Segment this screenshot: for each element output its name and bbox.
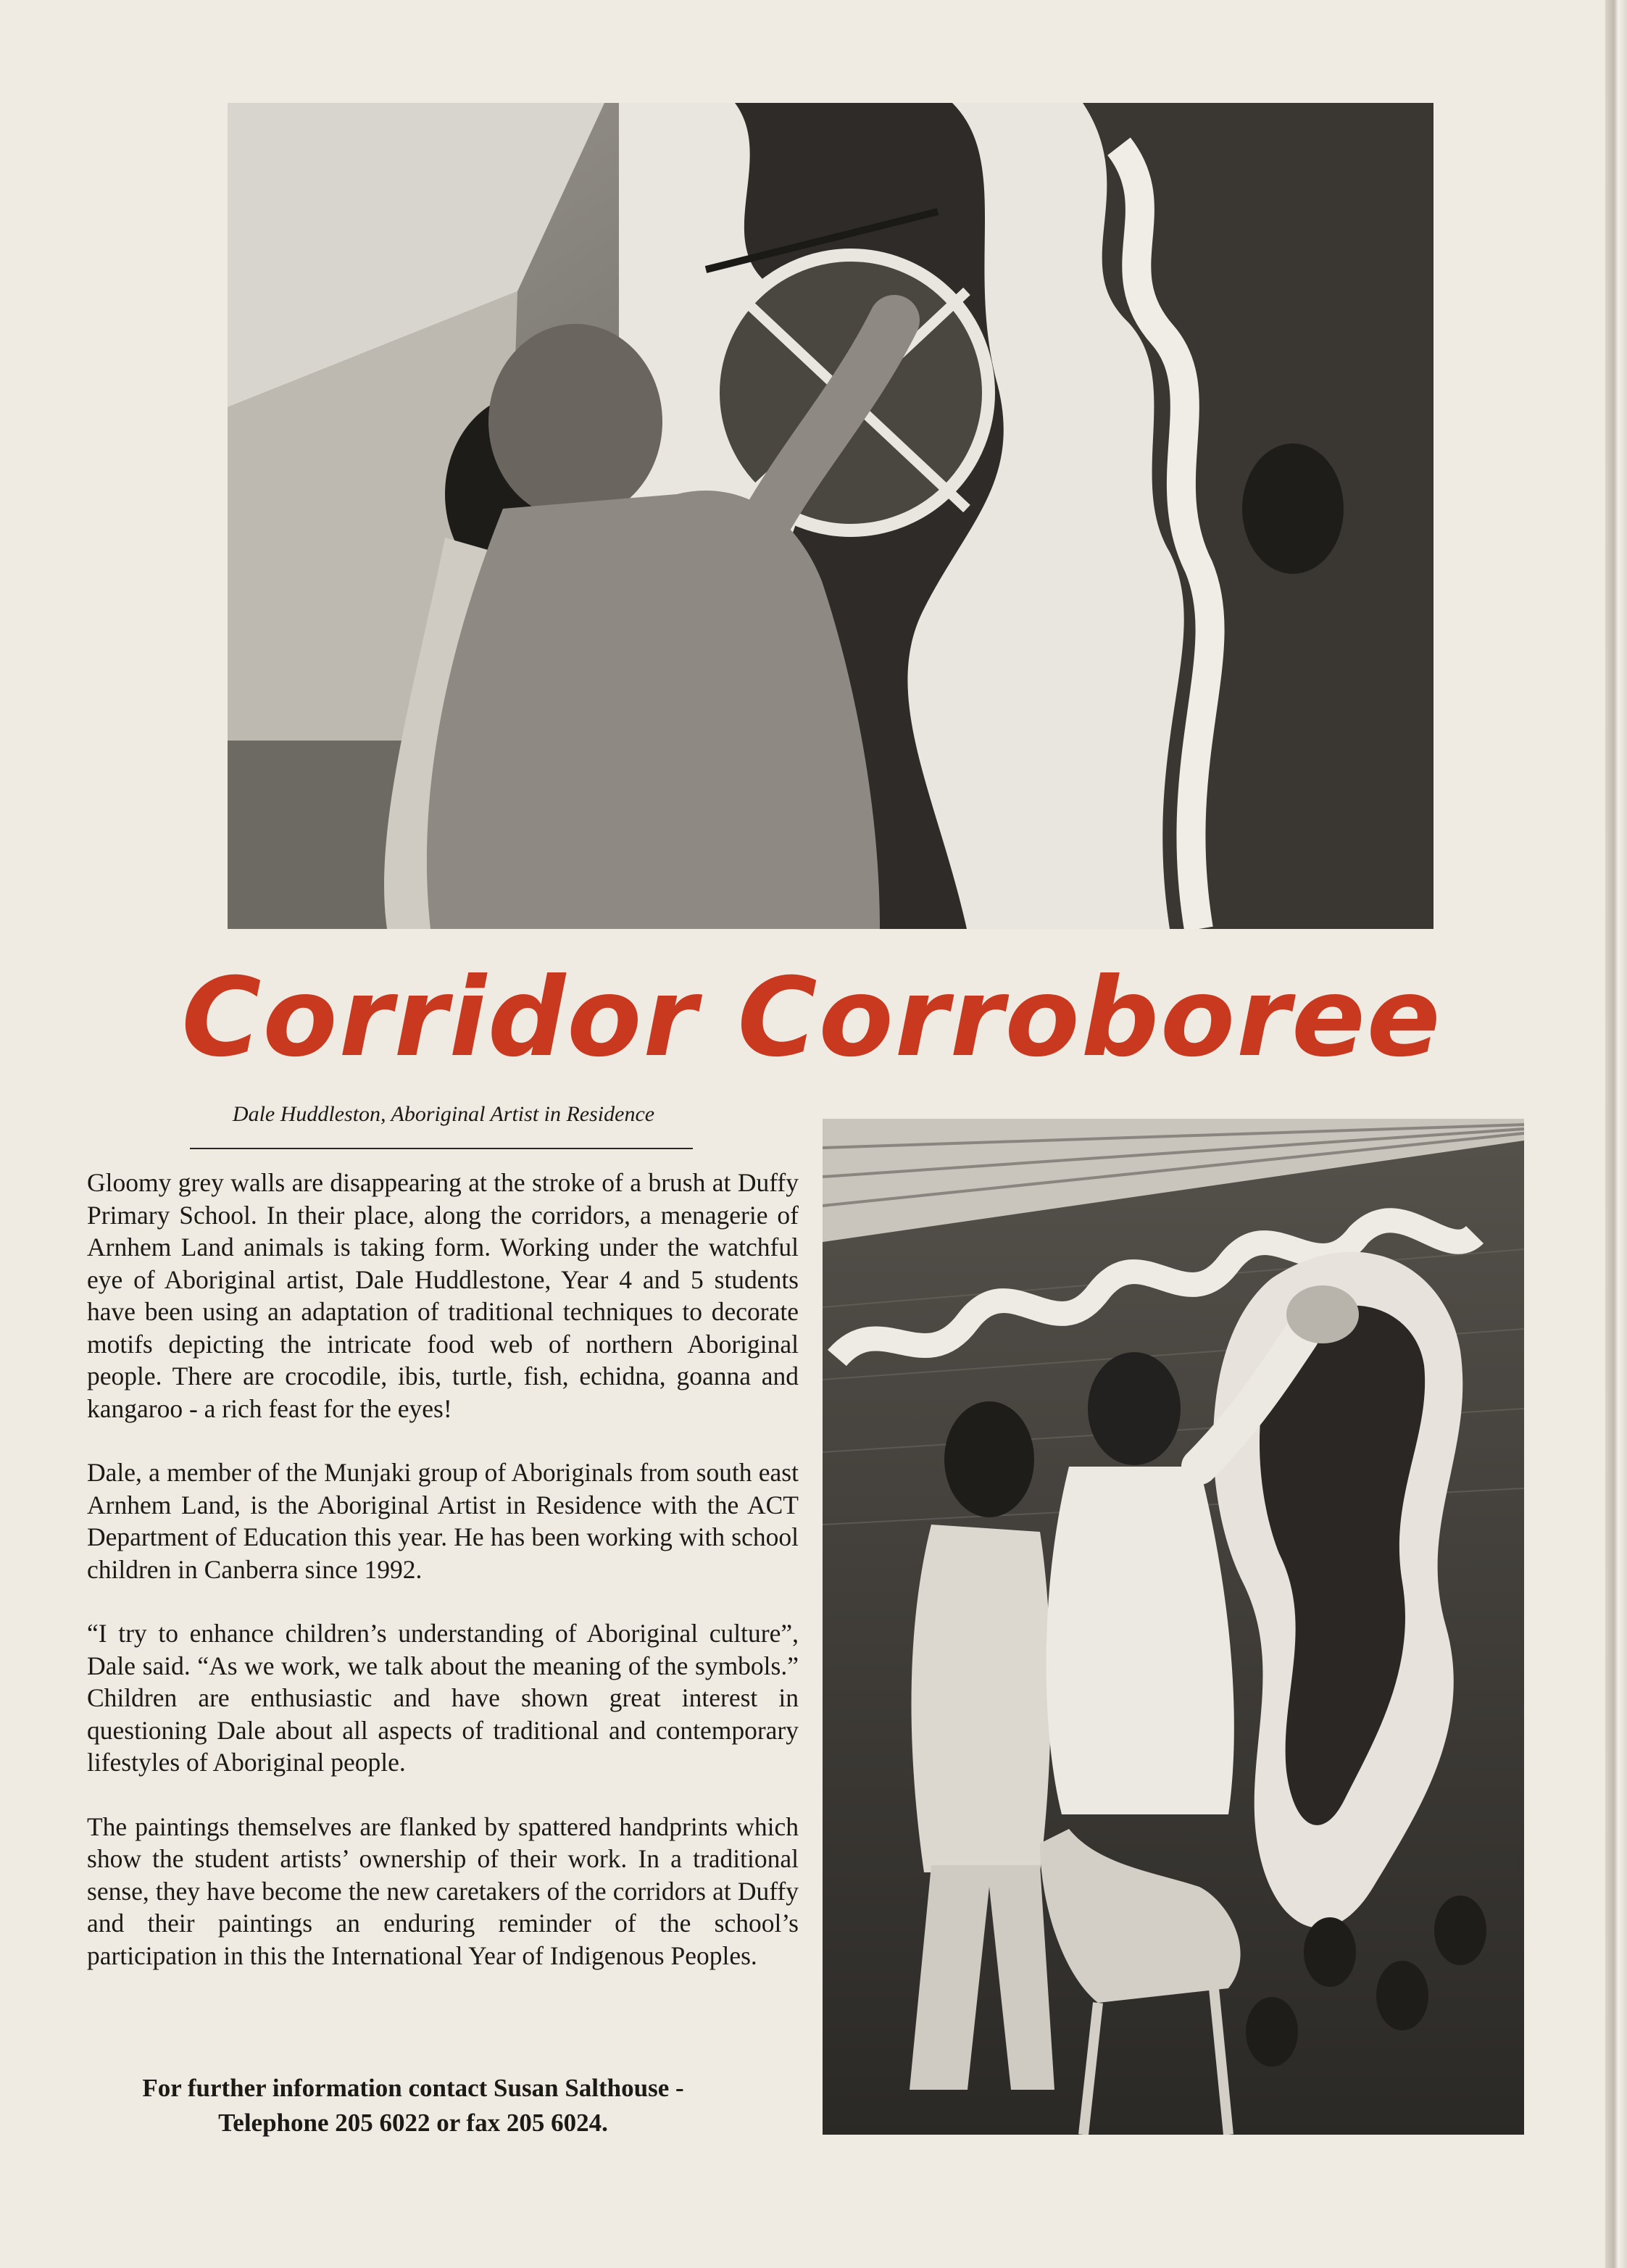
article-body bbox=[87, 1167, 799, 2004]
byline-divider bbox=[190, 1148, 693, 1149]
article-paragraph: Dale, a member of the Munjaki group of Aboriginals from south east Arnhem Land, is the Aboriginal Artist in Residence with the ACT Department of Education this year. He has been working with school children in Canberra since 1992. bbox=[87, 1458, 799, 1584]
article-paragraph: Gloomy grey walls are disappearing at the stroke of a brush at Duffy Primary School. In their place, along the corridors, a menagerie of Arnhem Land animals is taking form. Working under the watchful eye of Aboriginal artist, Dale Huddlestone, Year 4 and 5 students have been using an adaptation of traditional techniques to decorate motifs depicting the intricate food web of northern Aboriginal people. There are crocodile, ibis, turtle, fish, echidna, goanna and kangaroo - a rich feast for the eyes! bbox=[87, 1168, 799, 1423]
article-paragraph: The paintings themselves are flanked by spattered handprints which show the student artists’ ownership of their work. In a traditional sense, they have become the new caretakers of the corridors at Duffy and their paintings an enduring reminder of the school’s participation in this the International Year of Indigenous Peoples. bbox=[87, 1812, 799, 1970]
contact-information bbox=[87, 2071, 739, 2140]
page-edge bbox=[1605, 0, 1627, 2268]
contact-line: For further information contact Susan Salthouse - bbox=[142, 2074, 684, 2102]
photo-students-painting-corridor-wall bbox=[823, 1119, 1524, 2135]
article-byline: Dale Huddleston, Aboriginal Artist in Residence bbox=[232, 1102, 655, 1126]
article-paragraph: “I try to enhance children’s understanding of Aboriginal culture”, Dale said. “As we work, we talk about the meaning of the symbols.” Children are enthusiastic and have shown great interest in questioning Dale about all aspects of traditional and contemporary lifestyles of Aboriginal people. bbox=[87, 1619, 799, 1777]
article-headline: Corridor Corroboree bbox=[181, 955, 1442, 1081]
photo-student-painting-mural bbox=[228, 103, 1433, 929]
contact-line: Telephone 205 6022 or fax 205 6024. bbox=[218, 2109, 608, 2137]
